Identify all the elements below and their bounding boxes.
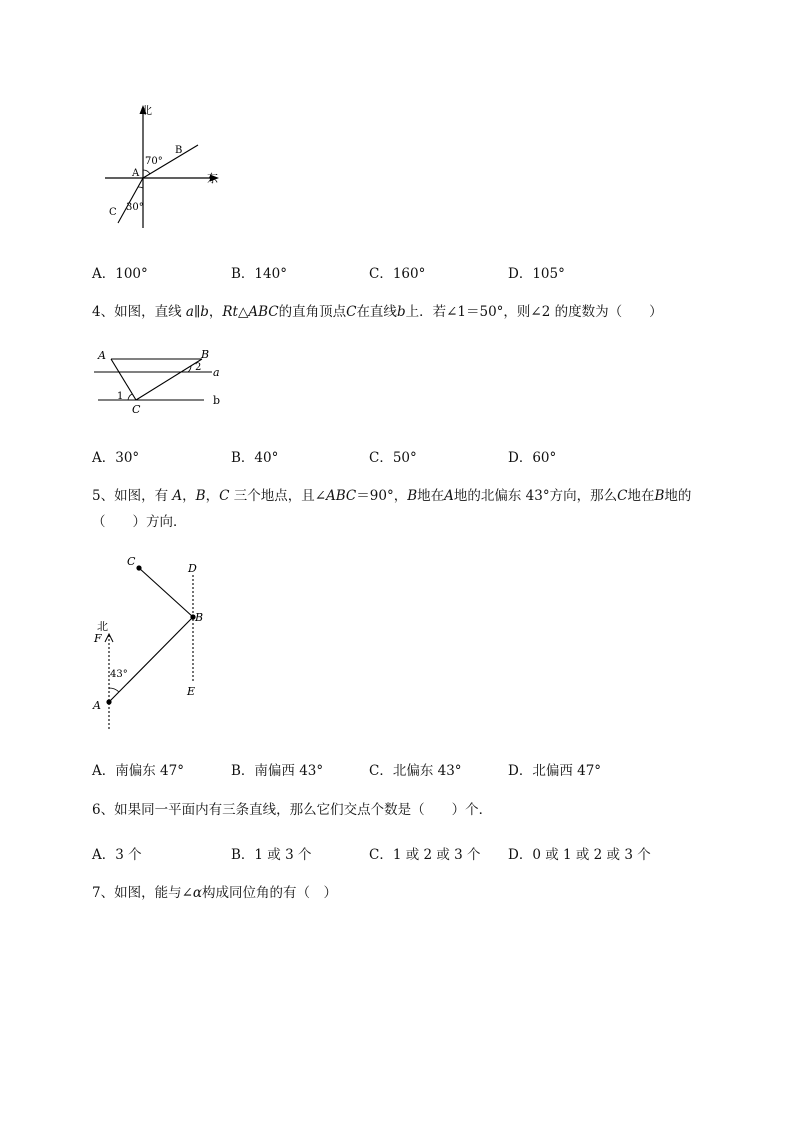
q3-north-label: 北 <box>141 104 152 117</box>
q3-figure <box>95 100 230 235</box>
option-a[interactable]: A．100° <box>92 266 148 282</box>
q5-angle: 43° <box>110 669 128 680</box>
q3-angle-top: 70° <box>145 156 163 167</box>
q4-point-b: B <box>201 348 210 361</box>
q5-figure <box>88 550 218 735</box>
option-c[interactable]: C．160° <box>369 266 426 282</box>
q5-point-c: C <box>127 555 136 568</box>
q5-stem-line1: 5、如图，有 A，B，C 三个地点，且∠ABC＝90°，B地在A地的北偏东 43°方向，那么C地在B地的 <box>92 488 692 504</box>
q4-line-b: b <box>213 394 221 407</box>
q3-point-a: A <box>132 168 140 179</box>
q6-stem: 6、如果同一平面内有三条直线，那么它们交点个数是（ ）个． <box>92 802 493 818</box>
option-c[interactable]: C．北偏东 43° <box>369 763 462 779</box>
q4-point-a: A <box>98 349 106 362</box>
q4-line-a: a <box>213 366 220 379</box>
q5-north-label: 北 <box>97 620 108 633</box>
option-d[interactable]: D．0 或 1 或 2 或 3 个 <box>508 847 651 863</box>
option-c[interactable]: C．50° <box>369 450 417 466</box>
q5-point-d: D <box>188 562 197 575</box>
option-a[interactable]: A．南偏东 47° <box>92 763 184 779</box>
option-d[interactable]: D．60° <box>508 450 557 466</box>
q4-angle-1: 1 <box>117 391 124 402</box>
q4-point-c: C <box>132 403 141 415</box>
option-b[interactable]: B．140° <box>231 266 287 282</box>
q4-stem: 4、如图，直线 a∥b，Rt△ABC的直角顶点C在直线b上．若∠1＝50°，则∠2 的度数为（ ） <box>92 304 663 320</box>
option-a[interactable]: A．3 个 <box>92 847 142 863</box>
option-b[interactable]: B．40° <box>231 450 279 466</box>
q3-point-b: B <box>175 145 183 156</box>
option-d[interactable]: D．105° <box>508 266 565 282</box>
q3-point-c: C <box>109 207 117 218</box>
q5-point-b: B <box>195 611 204 624</box>
q3-angle-bottom: 30° <box>126 202 144 213</box>
option-d[interactable]: D．北偏西 47° <box>508 763 602 779</box>
q5-stem-line2: （ ）方向． <box>92 514 187 530</box>
option-b[interactable]: B．南偏西 43° <box>231 763 324 779</box>
q5-point-f: F <box>94 632 102 645</box>
q5-point-a: A <box>93 699 101 712</box>
q7-stem: 7、如图，能与∠α构成同位角的有（ ） <box>92 885 338 901</box>
option-a[interactable]: A．30° <box>92 450 140 466</box>
q3-east-label: 东 <box>207 172 218 185</box>
q4-figure <box>92 345 232 415</box>
option-c[interactable]: C．1 或 2 或 3 个 <box>369 847 481 863</box>
q5-point-e: E <box>187 685 196 698</box>
option-b[interactable]: B．1 或 3 个 <box>231 847 312 863</box>
q4-angle-2: 2 <box>195 362 202 373</box>
